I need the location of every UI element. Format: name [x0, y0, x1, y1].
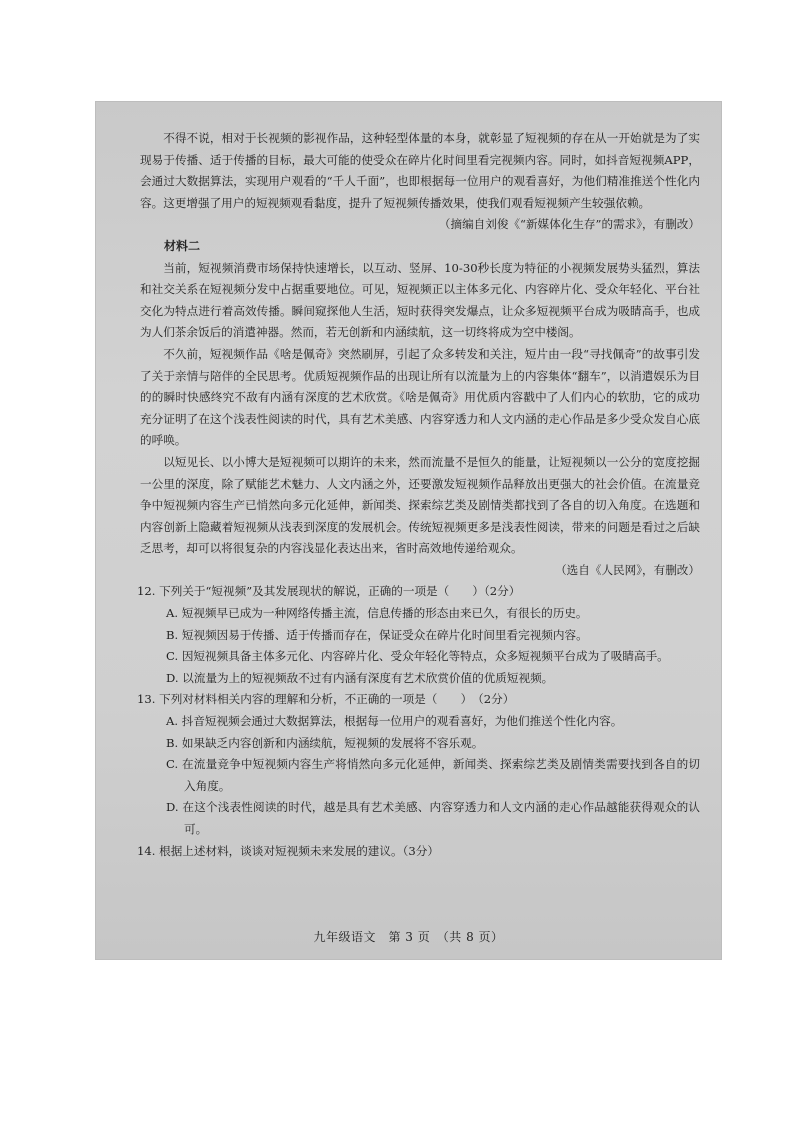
material1-paragraph: 不得不说，相对于长视频的影视作品，这种轻型体量的本身，就彰显了短视频的存在从一开始就是为了实现易于传播、适于传播的目标，最大可能的使受众在碎片化时间里看完视频内容。同时，如抖音短视频APP，会通过大数据算法，实现用户观看的“千人千面”，也即根据每一位用户的观看喜好，为他们精准推送个性化内容。这更增强了用户的短视频观看黏度，提升了短视频传播效果，使我们观看短视频产生较强依赖。 [140, 131, 700, 210]
question-12-stem: 12. 下列关于“短视频”及其发展现状的解说，正确的一项是（ ）（2分） [137, 584, 521, 599]
question-13-option-d: D. 在这个浅表性阅读的时代，越是具有艺术美感、内容穿透力和人文内涵的走心作品越能获得观众的认可。 [166, 800, 700, 836]
exam-content [137, 128, 700, 862]
material2-paragraph-3: 以短见长、以小博大是短视频可以期许的未来，然而流量不是恒久的能量，让短视频以一公分的宽度挖掘一公里的深度，除了赋能艺术魅力、人文内涵之外，还要激发短视频作品释放出更强大的社会价值。在流量竞争中短视频内容生产已悄然向多元化延伸，新闻类、探索综艺类及剧情类都找到了各自的切入角度。在选题和内容创新上隐藏着短视频从浅表到深度的发展机会。传统短视频更多是浅表性阅读，带来的问题是看过之后缺乏思考，却可以将很复杂的内容浅显化表达出来，省时高效地传递给观众。 [140, 454, 700, 556]
material2-source: （选自《人民网》，有删改） [555, 562, 700, 577]
page-footer: 九年级语文 第 3 页 （共 8 页） [313, 930, 504, 944]
question-12-option-b: B. 短视频因易于传播、适于传播而存在，保证受众在碎片化时间里看完视频内容。 [166, 627, 588, 642]
question-13-option-a: A. 抖音短视频会通过大数据算法，根据每一位用户的观看喜好，为他们推送个性化内容。 [166, 714, 623, 729]
material2-paragraph-1: 当前，短视频消费市场保持快速增长，以互动、竖屏、10-30秒长度为特征的小视频发展势头猛烈，算法和社交关系在短视频分发中占据重要地位。可见，短视频正以主体多元化、内容碎片化、受众年轻化、平台社交化为特点进行着高效传播。瞬间窥探他人生活，短时获得突发爆点，让众多短视频平台成为吸睛高手，也成为人们茶余饭后的消遣神器。然而，若无创新和内涵续航，这一切终将成为空中楼阁。 [140, 260, 700, 340]
question-12-option-c: C. 因短视频具备主体多元化、内容碎片化、受众年轻化等特点，众多短视频平台成为了吸睛高手。 [166, 649, 669, 664]
material1-source: （摘编自刘俊《“新媒体化生存”的需求》，有删改） [438, 217, 700, 232]
question-12-option-d: D. 以流量为上的短视频敌不过有内涵有深度有艺术欣赏价值的优质短视频。 [166, 670, 554, 685]
question-12-option-a: A. 短视频早已成为一种网络传播主流，信息传播的形态由来已久，有很长的历史。 [166, 606, 588, 621]
material2-paragraph-2: 不久前，短视频作品《啥是佩奇》突然刷屏，引起了众多转发和关注，短片由一段“寻找佩奇”的故事引发了关于亲情与陪伴的全民思考。优质短视频作品的出现让所有以流量为上的内容集体“翻车”，以消遣娱乐为目的的瞬时快感终究不敌有内涵有深度的艺术欣赏。《啥是佩奇》用优质内容戳中了人们内心的软肋，它的成功充分证明了在这个浅表性阅读的时代，具有艺术美感、内容穿透力和人文内涵的走心作品是多少受众发自心底的呼唤。 [140, 346, 700, 448]
material2-heading: 材料二 [164, 238, 201, 253]
question-13-option-b: B. 如果缺乏内容创新和内涵续航，短视频的发展将不容乐观。 [166, 735, 484, 750]
question-13-stem: 13. 下列对材料相关内容的理解和分析，不正确的一项是（ ） （2分） [137, 692, 515, 707]
question-13-option-c: C. 在流量竞争中短视频内容生产将悄然向多元化延伸，新闻类、探索综艺类及剧情类需要找到各自的切入角度。 [166, 757, 700, 793]
question-14-stem: 14. 根据上述材料，谈谈对短视频未来发展的建议。（3分） [137, 843, 439, 858]
